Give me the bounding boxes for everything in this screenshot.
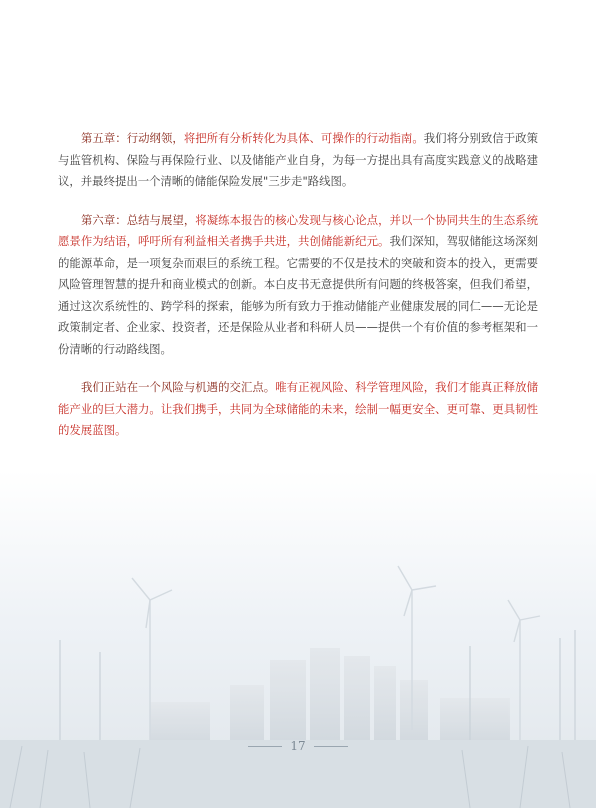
page-number-value: 17: [290, 739, 306, 753]
page-number-left-rule: [248, 746, 282, 747]
paragraph-chapter-five: [58, 128, 538, 193]
background-landscape-image: [0, 470, 596, 808]
text-run: 将凝练本报告的核心发现与核心论点，并以一个协同共生的生态系统愿景作为结语，呼吁所有利益相关者携手共进，共创储能新纪元。: [58, 212, 538, 248]
text-run: 我们正站在一个风险与机遇的交汇点。: [81, 380, 276, 394]
paragraph-closing: [58, 377, 538, 442]
text-run: 第六章：总结与展望，: [81, 212, 196, 227]
page-number: [0, 739, 596, 753]
text-run: 唯有正视风险、科学管理风险，我们才能真正释放储能产业的巨大潜力。让我们携手，共同为全球储能的未来，绘制一幅更安全、更可靠、更具韧性的发展蓝图。: [58, 380, 538, 437]
body-text: [58, 128, 538, 459]
text-run: 第五章：行动纲领，: [81, 131, 184, 145]
text-run: 我们将分别致信于政策与监管机构、保险与再保险行业、以及储能产业自身，为每一方提出具有高度实践意义的战略建议，并最终提出一个清晰的储能保险发展"三步走"路线图。: [58, 131, 538, 188]
page-number-right-rule: [314, 746, 348, 747]
paragraph-chapter-six: [58, 210, 538, 361]
text-run: 将把所有分析转化为具体、可操作的行动指南。: [183, 131, 424, 145]
text-run: 我们深知，驾驭储能这场深刻的能源革命，是一项复杂而艰巨的系统工程。它需要的不仅是技术的突破和资本的投入，更需要风险管理智慧的提升和商业模式的创新。本白皮书无意提供所有问题的终极答案，但我们希望，通过这次系统性的、跨学科的探索，能够为所有致力于推动储能产业健康发展的同仁——无论是政策制定者、企业家、投资者，还是保险从业者和科研人员——提供一个有价值的参考框架和一份清晰的行动路线图。: [58, 234, 538, 356]
